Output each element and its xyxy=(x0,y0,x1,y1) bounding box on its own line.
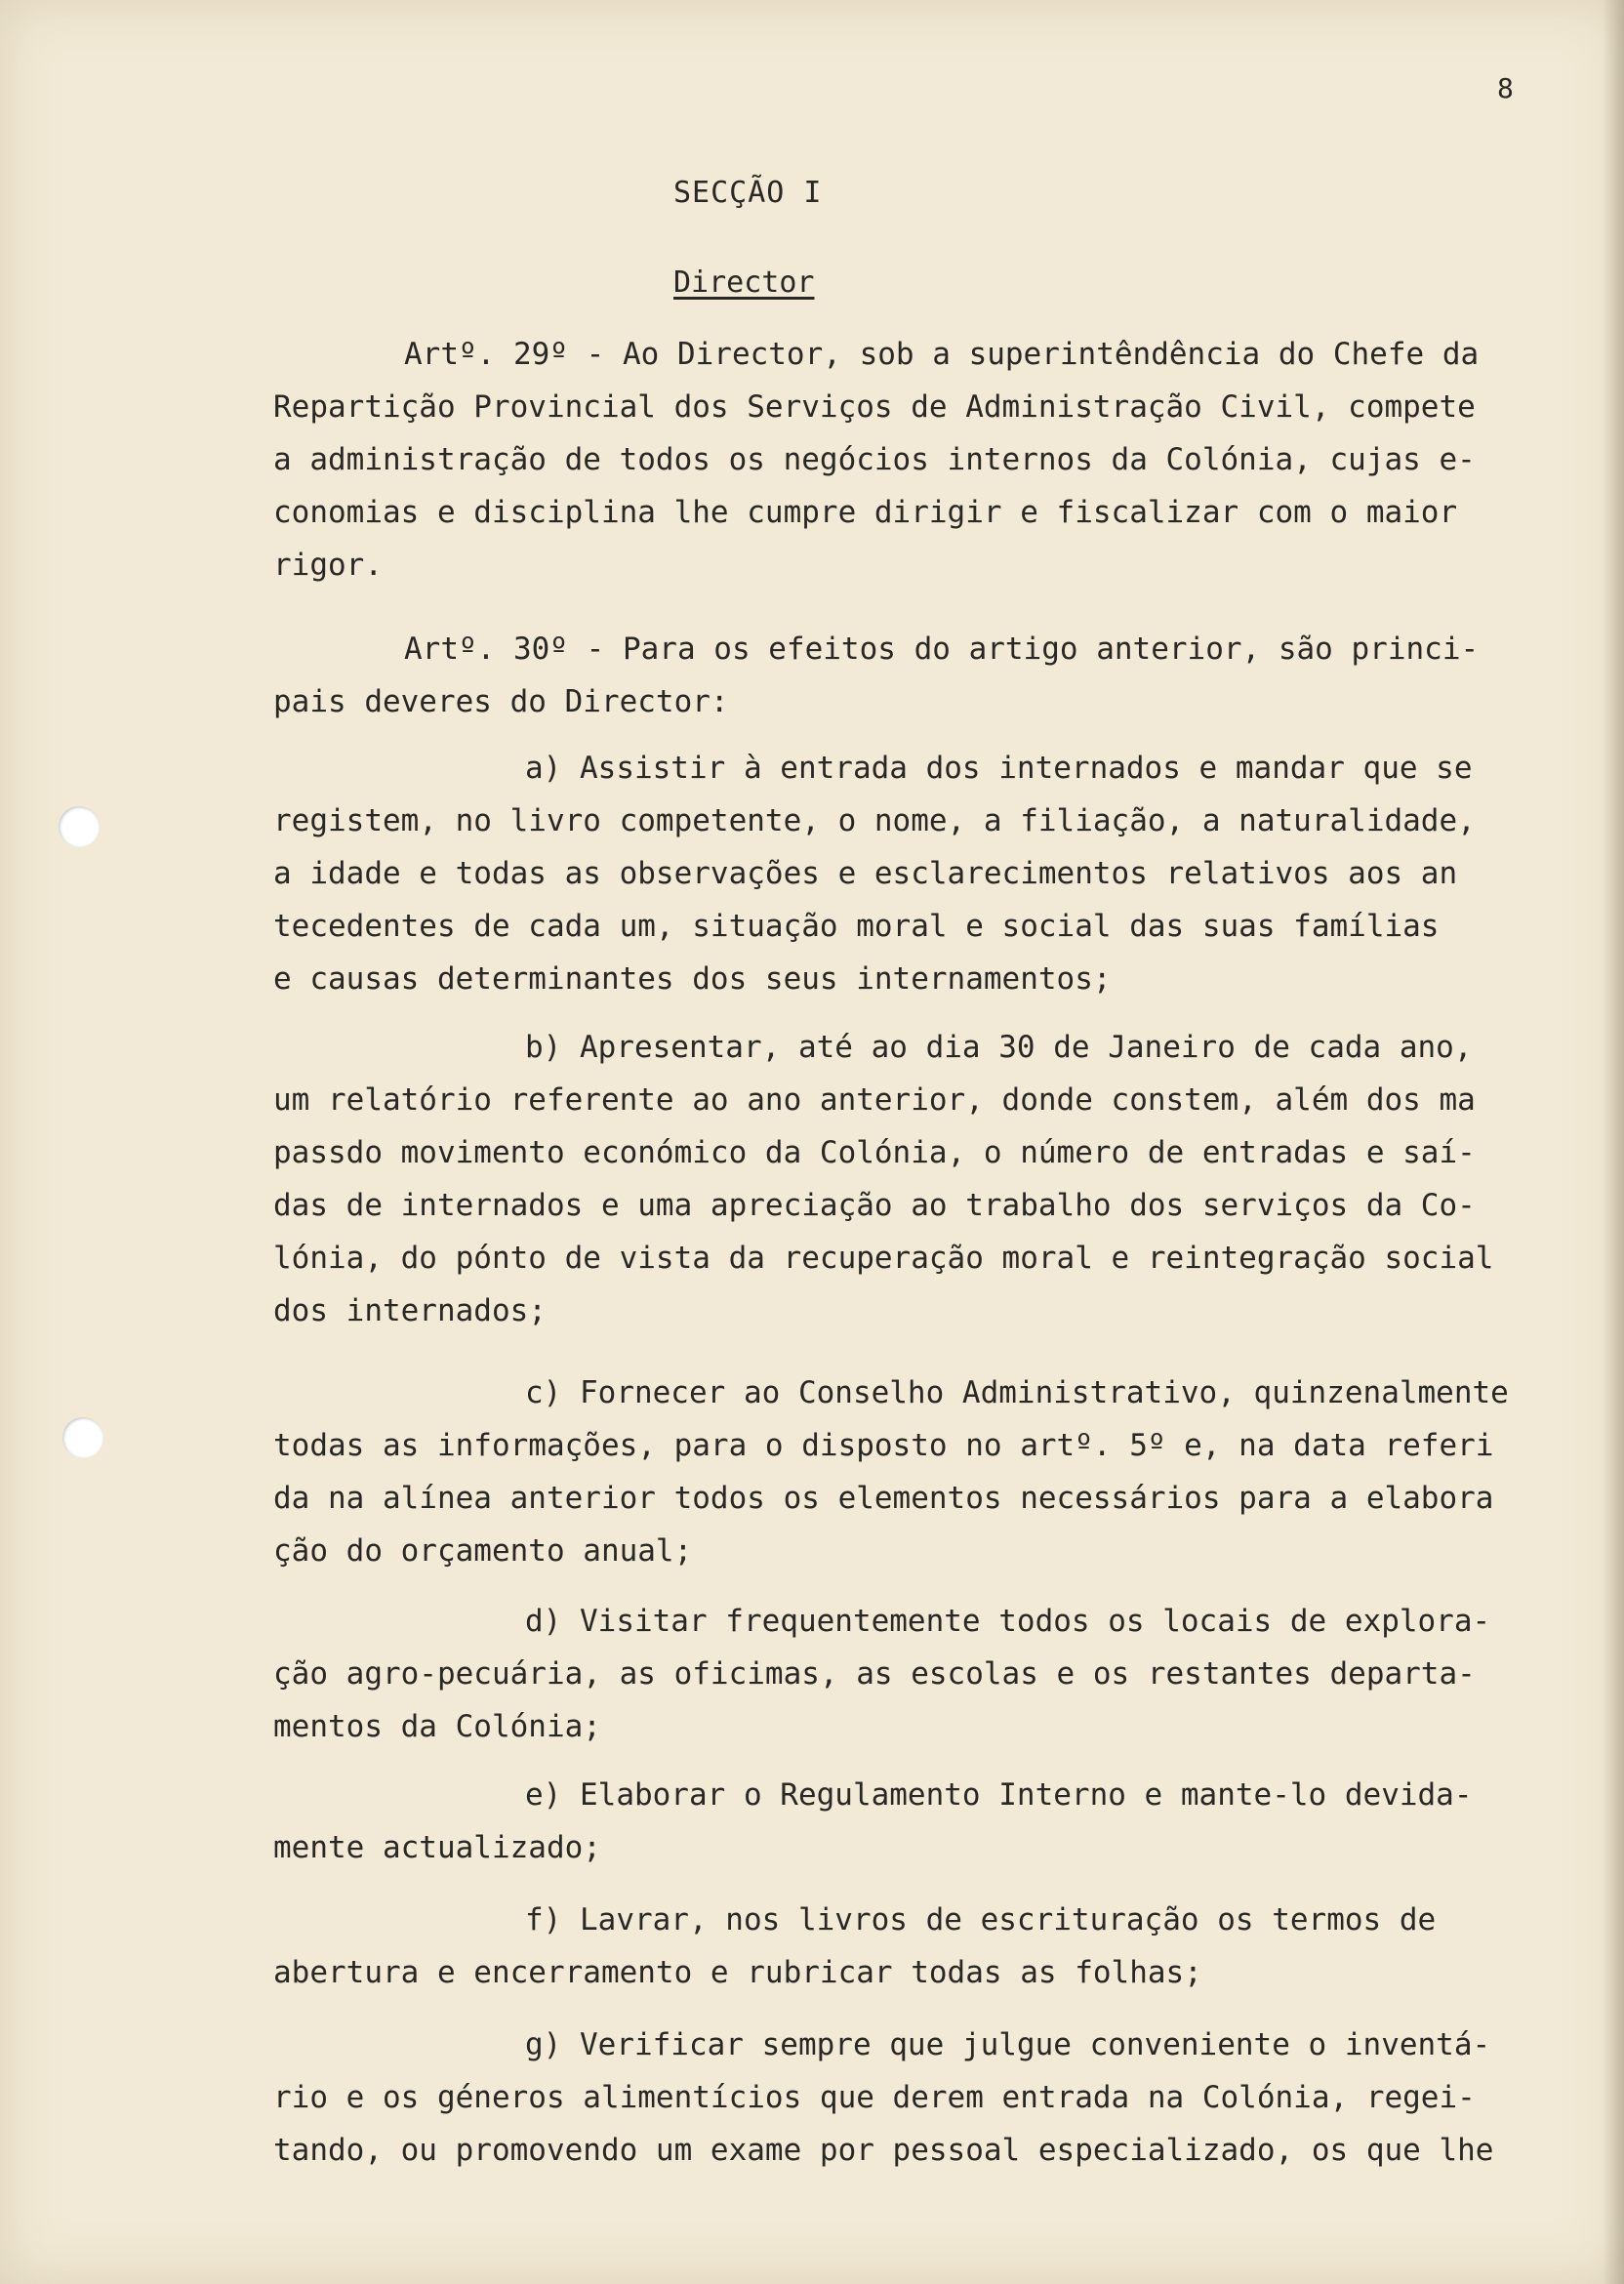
item-b-paragraph xyxy=(273,1021,1562,1337)
text-line: um relatório referente ao ano anterior, donde constem, além dos ma xyxy=(273,1082,1476,1118)
text-line: registem, no livro competente, o nome, a filiação, a naturalidade, xyxy=(273,803,1476,838)
item-f-paragraph xyxy=(273,1894,1562,1999)
section-title: SECÇÃO I xyxy=(673,176,823,210)
text-line: Artº. 30º - Para os efeitos do artigo anterior, são princi- xyxy=(404,632,1480,667)
punch-hole-lower xyxy=(62,1417,103,1458)
text-line: ção do orçamento anual; xyxy=(273,1533,693,1569)
item-c-paragraph xyxy=(273,1366,1562,1577)
text-line: abertura e encerramento e rubricar todas as folhas; xyxy=(273,1955,1202,1990)
text-line: b) Apresentar, até ao dia 30 de Janeiro de cada ano, xyxy=(525,1030,1473,1065)
section-subtitle: Director xyxy=(673,265,815,300)
text-line: todas as informações, para o disposto no artº. 5º e, na data referi xyxy=(273,1428,1494,1463)
item-g-paragraph xyxy=(273,2019,1562,2177)
text-line: rigor. xyxy=(273,548,383,583)
text-line: da na alínea anterior todos os elementos necessários para a elabora xyxy=(273,1481,1494,1516)
text-line: tecedentes de cada um, situação moral e social das suas famílias xyxy=(273,909,1440,944)
item-e-paragraph xyxy=(273,1769,1562,1874)
paper-edge-shadow xyxy=(1603,0,1624,2284)
text-line: c) Fornecer ao Conselho Administrativo, quinzenalmente xyxy=(525,1375,1509,1410)
item-d-paragraph xyxy=(273,1595,1562,1753)
text-line: f) Lavrar, nos livros de escrituração os termos de xyxy=(525,1902,1437,1937)
text-line: d) Visitar frequentemente todos os locais de explora- xyxy=(525,1604,1491,1639)
text-line: passdo movimento económico da Colónia, o número de entradas e saí- xyxy=(273,1135,1476,1170)
text-line: mente actualizado; xyxy=(273,1830,601,1865)
text-line: rio e os géneros alimentícios que derem entrada na Colónia, regei- xyxy=(273,2080,1476,2115)
text-line: a) Assistir à entrada dos internados e mandar que se xyxy=(525,751,1473,786)
text-line: e causas determinantes dos seus internamentos; xyxy=(273,961,1112,997)
text-line: das de internados e uma apreciação ao trabalho dos serviços da Co- xyxy=(273,1188,1476,1223)
text-line: tando, ou promovendo um exame por pessoal especializado, os que lhe xyxy=(273,2133,1494,2168)
text-line: mentos da Colónia; xyxy=(273,1709,601,1744)
text-line: e) Elaborar o Regulamento Interno e mante-lo devida- xyxy=(525,1777,1473,1813)
text-line: Repartição Provincial dos Serviços de Administração Civil, compete xyxy=(273,389,1476,425)
text-line: a idade e todas as observações e esclarecimentos relativos aos an xyxy=(273,856,1458,891)
text-line: a administração de todos os negócios internos da Colónia, cujas e- xyxy=(273,442,1476,477)
text-line: Artº. 29º - Ao Director, sob a superintêndência do Chefe da xyxy=(404,337,1480,372)
text-line: pais deveres do Director: xyxy=(273,684,729,719)
text-line: ção agro-pecuária, as oficimas, as escolas e os restantes departa- xyxy=(273,1656,1476,1692)
text-line: dos internados; xyxy=(273,1293,547,1328)
punch-hole-upper xyxy=(59,806,100,847)
item-a-paragraph xyxy=(273,742,1562,1005)
page-number: 8 xyxy=(1497,72,1514,104)
text-line: g) Verificar sempre que julgue conveniente o inventá- xyxy=(525,2027,1491,2062)
article-30-paragraph xyxy=(273,623,1562,728)
text-line: conomias e disciplina lhe cumpre dirigir e fiscalizar com o maior xyxy=(273,495,1458,530)
text-line: lónia, do pónto de vista da recuperação moral e reintegração social xyxy=(273,1241,1494,1276)
article-29-paragraph xyxy=(273,328,1562,591)
